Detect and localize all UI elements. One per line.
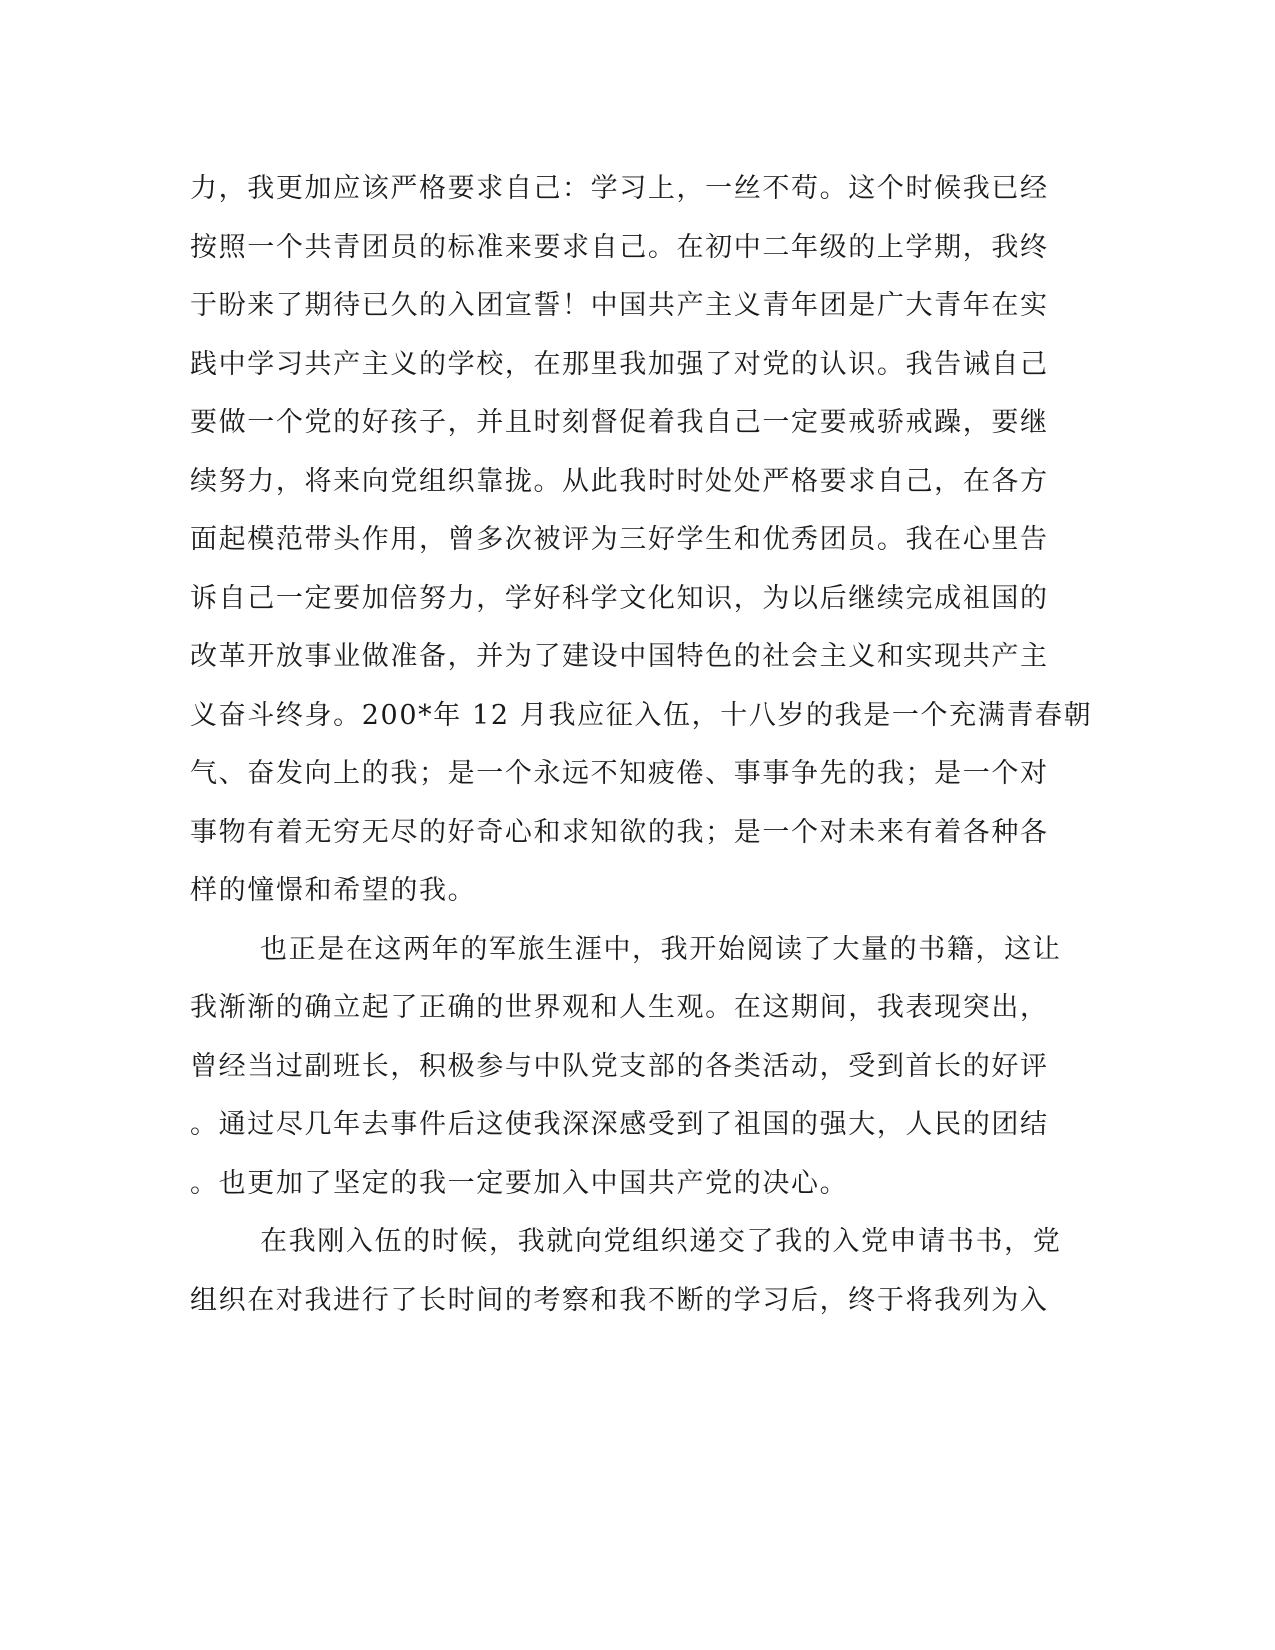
- text-line: 诉自己一定要加倍努力，学好科学文化知识，为以后继续完成祖国的: [190, 582, 1049, 614]
- paragraph-3: [190, 1213, 1070, 1330]
- text-line: 。也更加了坚定的我一定要加入中国共产党的决心。: [190, 1167, 849, 1199]
- text-line: 组织在对我进行了长时间的考察和我不断的学习后，终于将我列为入: [190, 1284, 1049, 1316]
- paragraph-2: [190, 921, 1070, 1214]
- text-line: 续努力，将来向党组织靠拢。从此我时时处处严格要求自己，在各方: [190, 465, 1049, 497]
- text-line: 也正是在这两年的军旅生涯中，我开始阅读了大量的书籍，这让: [260, 933, 1062, 965]
- text-line: 我渐渐的确立起了正确的世界观和人生观。在这期间，我表现突出，: [190, 992, 1049, 1023]
- text-line: 践中学习共产主义的学校，在那里我加强了对党的认识。我告诫自己: [190, 348, 1049, 380]
- text-line: 力，我更加应该严格要求自己：学习上，一丝不苟。这个时候我已经: [190, 173, 1049, 204]
- text-line: 样的憧憬和希望的我。: [190, 875, 477, 906]
- body-text: [190, 160, 1093, 1330]
- text-line: 于盼来了期待已久的入团宣誓！中国共产主义青年团是广大青年在实: [190, 290, 1049, 321]
- paragraph-1: [190, 160, 1093, 921]
- text-line: 按照一个共青团员的标准来要求自己。在初中二年级的上学期，我终: [190, 231, 1049, 263]
- text-line: 在我刚入伍的时候，我就向党组织递交了我的入党申请书书，党: [260, 1226, 1062, 1257]
- text-line: 改革开放事业做准备，并为了建设中国特色的社会主义和实现共产主: [190, 641, 1049, 672]
- text-line: 。通过尽几年去事件后这使我深深感受到了祖国的强大，人民的团结: [190, 1109, 1049, 1140]
- text-line: 义奋斗终身。200*年 12 月我应征入伍，十八岁的我是一个充满青春朝: [190, 699, 1093, 731]
- text-line: 曾经当过副班长，积极参与中队党支部的各类活动，受到首长的好评: [190, 1050, 1049, 1082]
- text-line: 事物有着无穷无尽的好奇心和求知欲的我；是一个对未来有着各种各: [190, 816, 1049, 848]
- text-line: 气、奋发向上的我；是一个永远不知疲倦、事事争先的我；是一个对: [190, 758, 1049, 789]
- text-line: 面起模范带头作用，曾多次被评为三好学生和优秀团员。我在心里告: [190, 524, 1049, 555]
- text-line: 要做一个党的好孩子，并且时刻督促着我自己一定要戒骄戒躁，要继: [190, 407, 1049, 438]
